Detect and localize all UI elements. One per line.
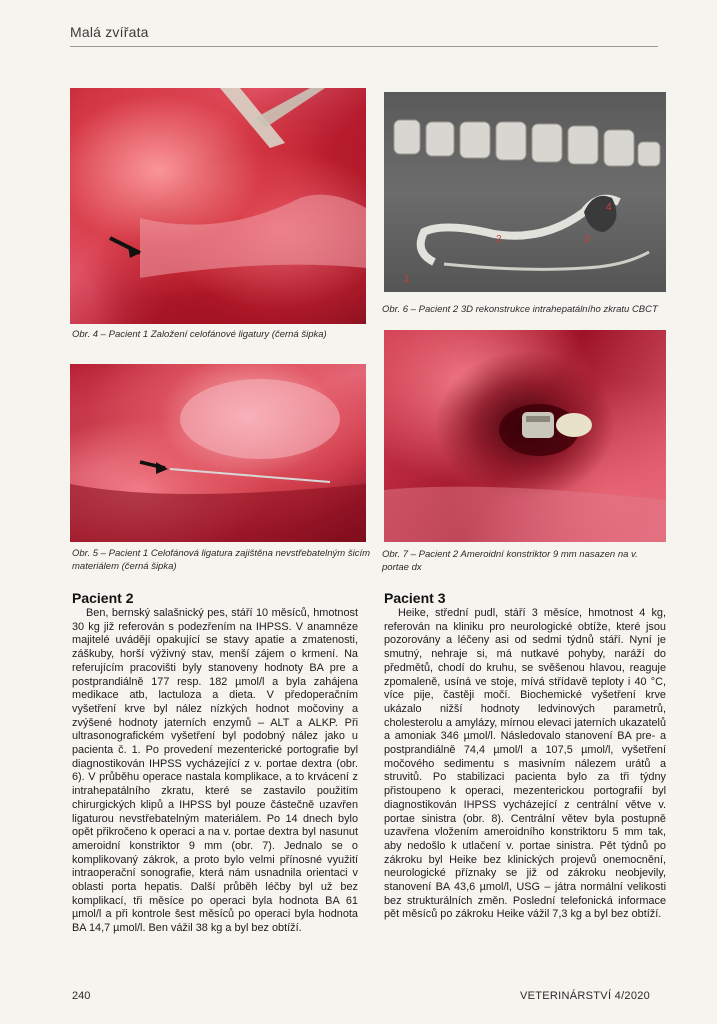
- paragraph: Heike, střední pudl, stáří 3 měsíce, hmotnost 4 kg, referován na kliniku pro neurologické obtíže, které jsou pozorovány a léčeny asi od sedmi týdnů stáří. Nyní je smutný, nehraje si, má nutkavé pohyby, naráží do předmětů, chodí do kruhu, se svěšenou hlavou, reaguje zpomaleně, usíná ve stoje, mívá střídavě teploty i 40 °C, více pije, častěji močí. Biochemické vyšetření krve ukázalo nižší hodnoty ledvinových parametrů, cholesterolu a amylázy, mírnou elevaci jaterních ukazatelů a amoniak 346 µmol/l. Následovalo stanovení BA pre- a postprandiálně 74,4 µmol/l a 107,5 µmol/l, vyšetření močového sedimentu s masivním nálezem urátů a struvitů. Po stabilizaci pacienta bylo za tři týdny přistoupeno k operaci, mezenterickou portografií byl diagnostikován IHPSS vycházející z centrální větve v. portae sinistra (obr. 8). Centrální větev byla postupně uzavřena vložením ameroidního konstriktoru 5 mm tak, aby nedošlo k utlačení v. portae sinistra. Pět týdnů po zákroku byl Heike bez klinických projevů onemocnění, neurologické příznaky se již od zákroku neobjevily, stanovení BA 43,6 µmol/l, USG – játra normální velikosti bez strukturálních změn. Poslední telefonická informace pět měsíců po zákroku Heike vážil 7,3 kg a byl bez obtíží.: [384, 607, 666, 921]
- figure-6-caption: Obr. 6 – Pacient 2 3D rekonstrukce intrahepatálního zkratu CBCT: [382, 304, 658, 315]
- figure-5-overlay: [70, 364, 366, 542]
- figure-7-photo: [384, 330, 666, 542]
- figure-7-caption: Obr. 7 – Pacient 2 Ameroidní konstriktor 9 mm nasazen na v. portae dx: [382, 549, 638, 573]
- ameroid-constrictor: [522, 412, 554, 438]
- figure-6-reconstruction: [384, 92, 666, 292]
- section-title-pacient-2: Pacient 2: [72, 590, 134, 606]
- section-title-pacient-3: Pacient 3: [384, 590, 446, 606]
- header-title: Malá zvířata: [70, 24, 149, 40]
- label-3: 3: [584, 234, 590, 245]
- page-number: 240: [72, 990, 91, 1002]
- section-body-pacient-3: [384, 607, 666, 922]
- black-arrow-icon: [156, 462, 168, 474]
- journal-name: VETERINÁRSTVÍ 4/2020: [520, 990, 651, 1002]
- label-1: 1: [404, 274, 410, 285]
- label-4: 4: [606, 202, 612, 213]
- section-body-pacient-2: [72, 607, 358, 936]
- spine-vertebrae: [394, 120, 660, 166]
- figure-6-photo: [384, 92, 666, 292]
- figure-4-photo: [70, 88, 366, 324]
- figure-5-photo: [70, 364, 366, 542]
- figure-4-overlay: [70, 88, 366, 324]
- header-divider: [70, 46, 658, 47]
- label-2: 2: [496, 234, 502, 245]
- figure-4-caption: Obr. 4 – Pacient 1 Založení celofánové ligatury (černá šipka): [72, 329, 327, 340]
- figure-5-caption: Obr. 5 – Pacient 1 Celofánová ligatura zajištěna nevstřebatelným šicím materiálem (černá šipka): [72, 548, 370, 572]
- paragraph: Ben, bernský salašnický pes, stáří 10 měsíců, hmotnost 30 kg již referován s podezřením na IHPSS. V anamnéze majitelé uvádějí opakující se stavy apatie a zmatenosti, záškuby, horší výživný stav, menší zájem o krmení. Na referujícím pracovišti byly stanoveny hodnoty BA pre a postprandiálně 177 resp. 182 µmol/l a byla zahájena medikace atb, lactuloza a dieta. V předoperačním vyšetření krve byl nález nízkých hodnot močoviny a zvýšené hodnoty jaterních enzymů – ALT a ALKP. Při ultrasonografickém vyšetření byl podobný nález jako u pacienta č. 1. Po provedení mezenterické portografie byl diagnostikován IHPSS vycházející z v. portae dextra (obr. 6). V průběhu operace nastala komplikace, a to krvácení z intrahepatálního zkratu, které se zastavilo použitím chirurgických klipů a IHPSS byl pouze částečně uzavřen ligaturou nevstřebatelným materiálem. Po 14 dnech bylo opět přikročeno k operaci a na v. portae dextra byl nasunut ameroidní konstriktor 9 mm (obr. 7). Jednalo se o komplikovaný zákrok, a proto bylo velmi přínosné využití intraoperační sonografie, která nám usnadnila orientaci v oblasti porta hepatis. Další průběh léčby byl už bez komplikací, tři měsíce po operaci byla hodnota BA 61 µmol/l a při kontrole šest měsíců po operaci byla hodnota BA 14,7 µmol/l. Ben vážil 38 kg a byl bez obtíží.: [72, 607, 358, 935]
- figure-7-overlay: [384, 330, 666, 542]
